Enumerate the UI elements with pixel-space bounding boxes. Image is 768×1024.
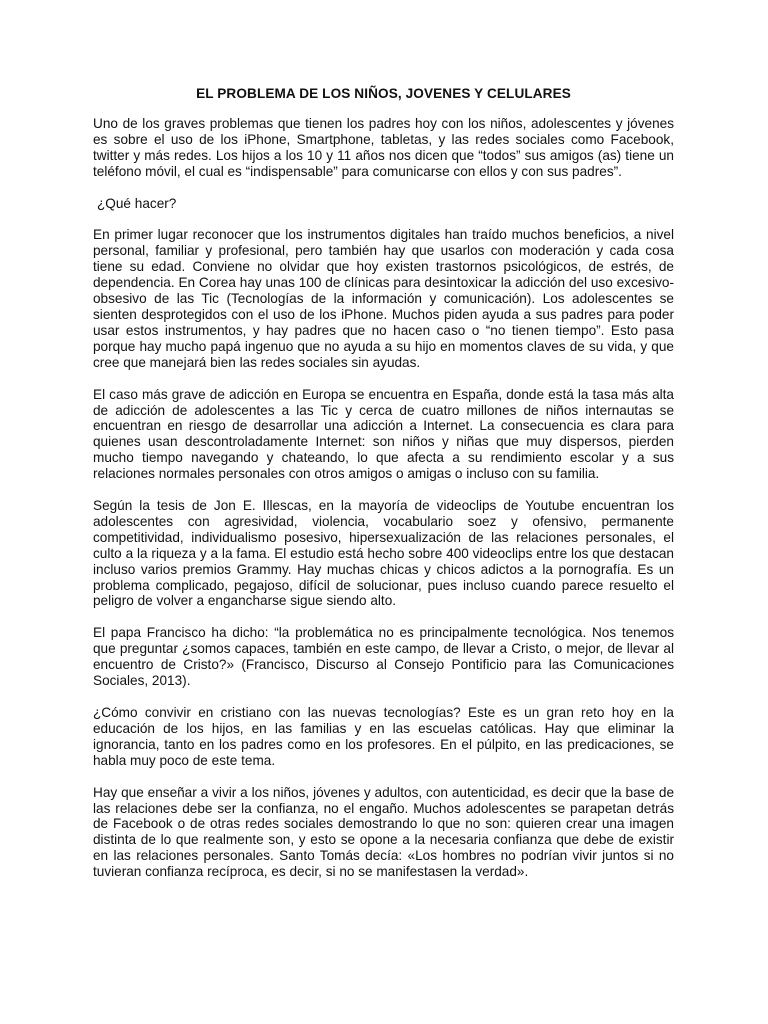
- document-title: EL PROBLEMA DE LOS NIÑOS, JOVENES Y CELULARES: [196, 86, 571, 101]
- paragraph-first-place: En primer lugar reconocer que los instrumentos digitales han traído muchos beneficios, a nivel personal, familiar y profesional, pero también hay que usarlos con moderación y cada cosa tiene su edad. Conviene no olvidar que hoy existen trastornos psicológicos, de estrés, de dependencia. En Corea hay unas 100 de clínicas para desintoxicar la adicción del uso excesivo-obsesivo de las Tic (Tecnologías de la información y comunicación). Los adolescentes se sienten desprotegidos con el uso de los iPhone. Muchos piden ayuda a sus padres para poder usar estos instrumentos, y hay padres que no hacen caso o “no tienen tiempo”. Esto pasa porque hay mucho papá ingenuo que no ayuda a su hijo en momentos claves de su vida, y que cree que manejará bien las redes sociales sin ayudas.: [93, 227, 674, 370]
- paragraph-thesis: Según la tesis de Jon E. Illescas, en la mayoría de videoclips de Youtube encuentran los adolescentes con agresividad, violencia, vocabulario soez y ofensivo, permanente competitividad, individualismo posesivo, hipersexualización de las relaciones personales, el culto a la riqueza y a la fama. El estudio está hecho sobre 400 videoclips entre los que destacan incluso varios premios Grammy. Hay muchas chicas y chicos adictos a la pornografía. Es un problema complicado, pegajoso, difícil de solucionar, pues incluso cuando parece resuelto el peligro de volver a engancharse sigue siendo alto.: [93, 498, 674, 609]
- paragraph-coexist: ¿Cómo convivir en cristiano con las nuevas tecnologías? Este es un gran reto hoy en la educación de los hijos, en las familias y en las escuelas católicas. Hay que eliminar la ignorancia, tanto en los padres como en los profesores. En el púlpito, en las predicaciones, se habla muy poco de este tema.: [93, 705, 674, 768]
- paragraph-intro: Uno de los graves problemas que tienen los padres hoy con los niños, adolescentes y jóvenes es sobre el uso de los iPhone, Smartphone, tabletas, y las redes sociales como Facebook, twitter y más redes. Los hijos a los 10 y 11 años nos dicen que “todos” sus amigos (as) tiene un teléfono móvil, el cual es “indispensable” para comunicarse con ellos y con sus padres”.: [93, 115, 674, 179]
- paragraph-question: ¿Qué hacer?: [97, 195, 177, 211]
- document-page: [93, 86, 674, 896]
- paragraph-spain-case: El caso más grave de adicción en Europa se encuentra en España, donde está la tasa más alta de adicción de adolescentes a las Tic y cerca de cuatro millones de niños internautas se encuentran en riesgo de desarrollar una adicción a Internet. La consecuencia es clara para quienes usan descontroladamente Internet: son niños y niñas que muy dispersos, pierden mucho tiempo navegando y chateando, lo que afecta a su rendimiento escolar y a sus relaciones normales personales con otros amigos o amigas o incluso con su familia.: [93, 386, 674, 482]
- paragraph-pope-quote: El papa Francisco ha dicho: “la problemática no es principalmente tecnológica. Nos tenemos que preguntar ¿somos capaces, también en este campo, de llevar a Cristo, o mejor, de llevar al encuentro de Cristo?» (Francisco, Discurso al Consejo Pontificio para las Comunicaciones Sociales, 2013).: [93, 625, 674, 689]
- paragraph-authenticity: Hay que enseñar a vivir a los niños, jóvenes y adultos, con autenticidad, es decir que la base de las relaciones debe ser la confianza, no el engaño. Muchos adolescentes se parapetan detrás de Facebook o de otras redes sociales demostrando lo que no son: quieren crear una imagen distinta de lo que realmente son, y esto se opone a la necesaria confianza que debe de existir en las relaciones personales. Santo Tomás decía: «Los hombres no podrían vivir juntos si no tuvieran confianza recíproca, es decir, si no se manifestasen la verdad».: [93, 784, 674, 880]
